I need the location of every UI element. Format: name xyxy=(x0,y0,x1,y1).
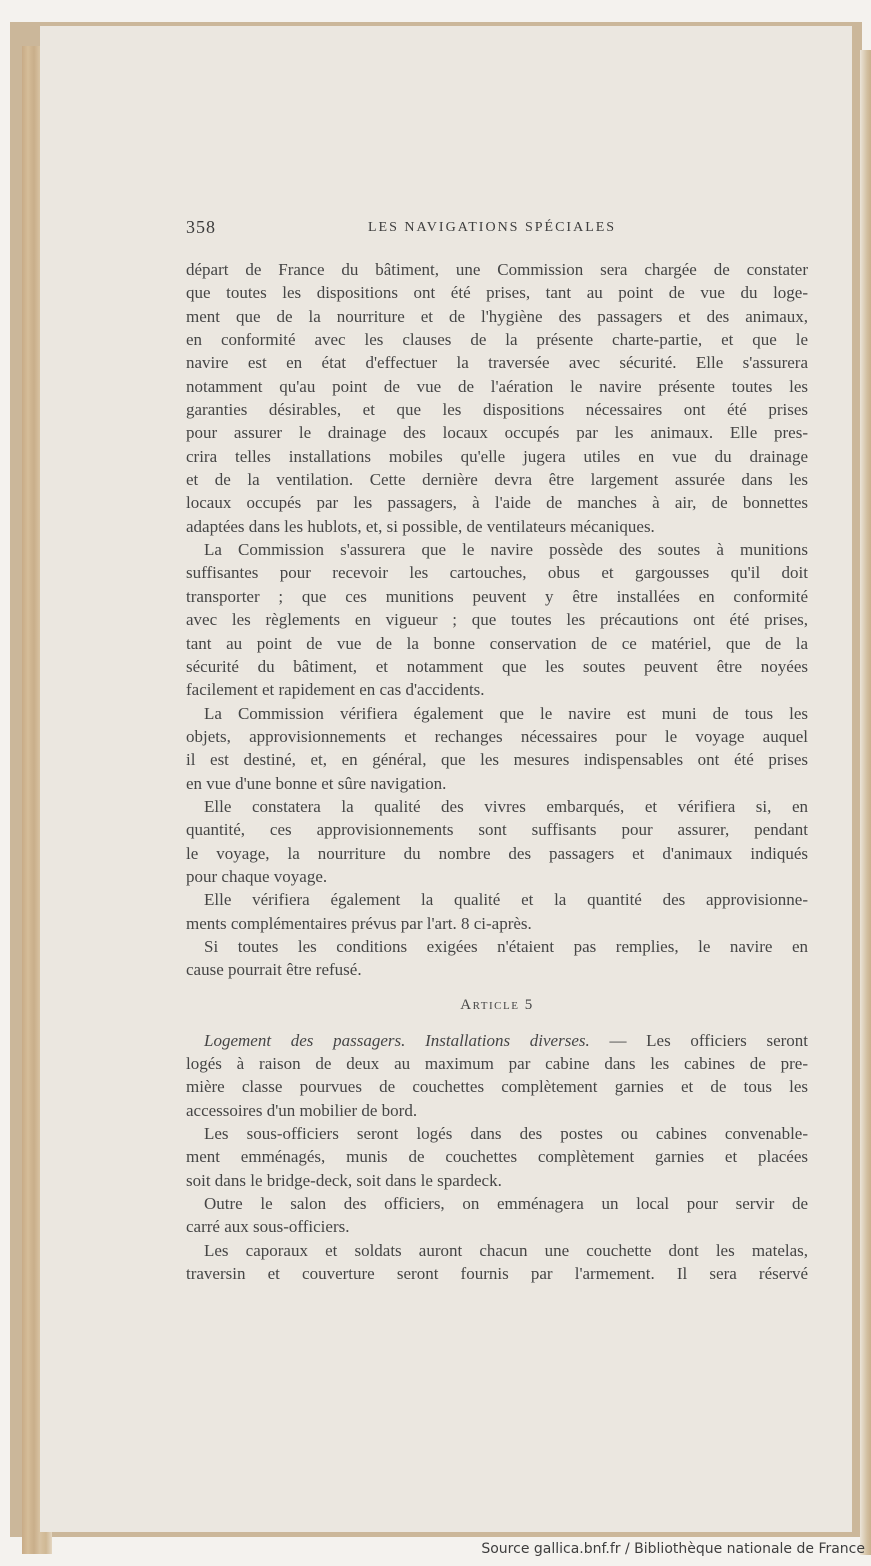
paragraph-line: Outre le salon des officiers, on emménagera un local pour servir de xyxy=(204,1194,808,1214)
paragraph-line: pour assurer le drainage des locaux occupés par les animaux. Elle pres- xyxy=(186,423,808,443)
article-intro-paragraph xyxy=(186,1029,808,1122)
paragraph xyxy=(186,702,808,795)
paragraph-line: mière classe pourvues de couchettes complètement garnies et de tous les xyxy=(186,1077,808,1097)
paragraph-line: suffisantes pour recevoir les cartouches, obus et gargousses qu'il doit xyxy=(186,563,808,583)
paragraph-line: Les caporaux et soldats auront chacun une couchette dont les matelas, xyxy=(204,1240,808,1260)
intro-rest: — Les officiers seront xyxy=(609,1030,809,1050)
paragraph xyxy=(186,1239,808,1286)
paragraph-line xyxy=(186,1029,808,1052)
paragraph xyxy=(186,1122,808,1192)
paragraph-line: quantité, ces approvisionnements sont suffisants pour assurer, pendant xyxy=(186,820,808,840)
paragraph-line: Elle vérifiera également la qualité et la quantité des approvisionne- xyxy=(204,890,808,910)
paragraph-line: que toutes les dispositions ont été prises, tant au point de vue du loge- xyxy=(186,283,808,303)
paragraph xyxy=(186,935,808,982)
page-header xyxy=(186,217,808,243)
paragraph-line: ment emménagés, munis de couchettes complètement garnies et placées xyxy=(186,1147,808,1167)
paragraph-line: ment que de la nourriture et de l'hygiène des passagers et des animaux, xyxy=(186,306,808,326)
paragraph-line: transporter ; que ces munitions peuvent y être installées en conformité xyxy=(186,586,808,606)
paragraph-line: départ de France du bâtiment, une Commission sera chargée de constater xyxy=(186,260,808,279)
paragraph-line: le voyage, la nourriture du nombre des passagers et d'animaux indiqués xyxy=(186,843,808,863)
paragraph-line: La Commission s'assurera que le navire possède des soutes à munitions xyxy=(204,540,808,560)
paragraph xyxy=(186,538,808,701)
paragraph-line: traversin et couverture seront fournis par l'armement. Il sera réservé xyxy=(186,1264,808,1284)
page-right-edge xyxy=(860,50,871,1555)
paragraph-line: tant au point de vue de la bonne conservation de ce matériel, que de la xyxy=(186,633,808,653)
paragraph-line: crira telles installations mobiles qu'elle jugera utiles en vue du drainage xyxy=(186,446,808,466)
paragraphs-before xyxy=(186,258,808,982)
paragraph-line: logés à raison de deux au maximum par cabine dans les cabines de pre- xyxy=(186,1054,808,1073)
source-footer: Source gallica.bnf.fr / Bibliothèque nationale de France xyxy=(481,1541,865,1557)
paragraph-line: navire est en état d'effectuer la traversée avec sécurité. Elle s'assurera xyxy=(186,353,808,373)
paragraph-line: garanties désirables, et que les dispositions nécessaires ont été prises xyxy=(186,400,808,420)
paragraph-line: accessoires d'un mobilier de bord. xyxy=(186,1100,418,1120)
paragraph-line: Si toutes les conditions exigées n'étaient pas remplies, le navire en xyxy=(204,936,808,956)
paragraph-line: il est destiné, et, en général, que les mesures indispensables ont été prises xyxy=(186,750,808,770)
paragraph-line: Les sous-officiers seront logés dans des postes ou cabines convenable- xyxy=(204,1124,808,1144)
paragraph xyxy=(186,888,808,935)
body-text xyxy=(186,258,808,1285)
paragraph-line: facilement et rapidement en cas d'accidents. xyxy=(186,680,485,700)
paragraph-line: carré aux sous-officiers. xyxy=(186,1217,350,1237)
paragraph xyxy=(186,795,808,888)
paragraph xyxy=(186,1192,808,1239)
paragraph-line: La Commission vérifiera également que le navire est muni de tous les xyxy=(204,703,808,723)
paragraphs-after xyxy=(186,1122,808,1285)
paragraph-line: notamment qu'au point de vue de l'aération le navire présente toutes les xyxy=(186,376,808,396)
page-number: 358 xyxy=(186,217,216,237)
paragraph-line: cause pourrait être refusé. xyxy=(186,960,362,980)
paragraph-line: locaux occupés par les passagers, à l'aide de manches à air, de bonnettes xyxy=(186,493,808,513)
section-title: Article 5 xyxy=(460,996,534,1013)
paragraph-line: sécurité du bâtiment, et notamment que les soutes peuvent être noyées xyxy=(186,656,808,676)
paragraph-line: adaptées dans les hublots, et, si possible, de ventilateurs mécaniques. xyxy=(186,516,655,536)
paragraph-line: ments complémentaires prévus par l'art. 8 ci-après. xyxy=(186,913,532,933)
running-title: LES NAVIGATIONS SPÉCIALES xyxy=(368,220,617,235)
italic-heading: Logement des passagers. Installations diverses. xyxy=(204,1030,590,1050)
paragraph xyxy=(186,258,808,538)
paragraph-line: soit dans le bridge-deck, soit dans le spardeck. xyxy=(186,1170,502,1190)
paragraph-line: avec les règlements en vigueur ; que toutes les précautions ont été prises, xyxy=(186,610,808,630)
paragraph-line: en conformité avec les clauses de la présente charte-partie, et que le xyxy=(186,330,808,350)
paragraph-line: pour chaque voyage. xyxy=(186,866,328,886)
paragraph-line: objets, approvisionnements et rechanges nécessaires pour le voyage auquel xyxy=(186,726,808,746)
paragraph-line: et de la ventilation. Cette dernière devra être largement assurée dans les xyxy=(186,470,808,490)
paragraph-line: en vue d'une bonne et sûre navigation. xyxy=(186,773,447,793)
paragraph-line: Elle constatera la qualité des vivres embarqués, et vérifiera si, en xyxy=(204,796,808,816)
